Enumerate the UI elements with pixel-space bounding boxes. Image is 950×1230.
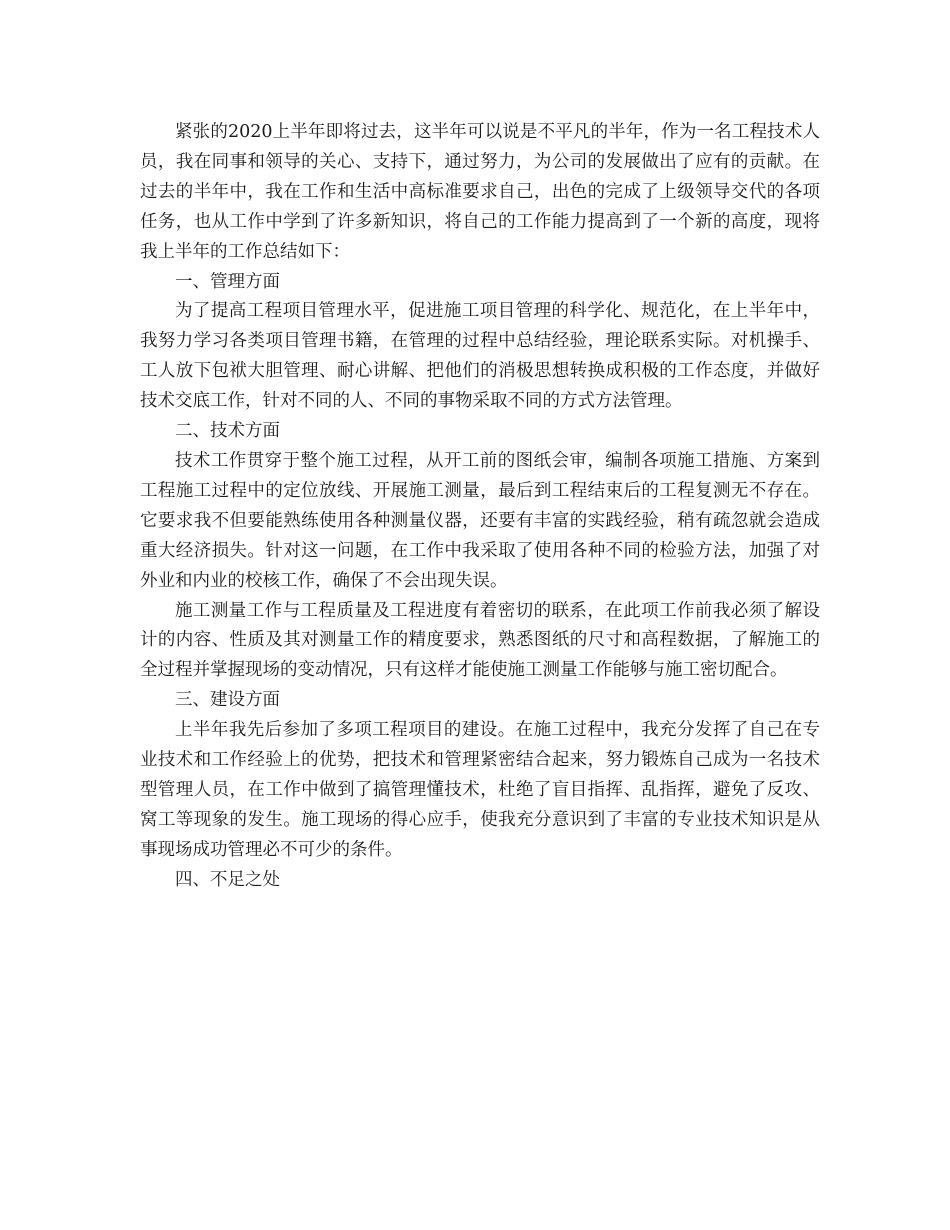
management-paragraph: 为了提高工程项目管理水平，促进施工项目管理的科学化、规范化，在上半年中，我努力学习各类项目管理书籍，在管理的过程中总结经验，理论联系实际。对机操手、工人放下包袱大胆管理、耐心讲解、把他们的消极思想转换成积极的工作态度，并做好技术交底工作，针对不同的人、不同的事物采取不同的方式方法管理。: [140, 301, 820, 412]
document-body: [140, 118, 820, 896]
section-heading-construction: 三、建设方面: [175, 690, 280, 711]
technology-paragraph-1: 技术工作贯穿于整个施工过程，从开工前的图纸会审，编制各项施工措施、方案到工程施工过程中的定位放线、开展施工测量，最后到工程结束后的工程复测无不存在。它要求我不但要能熟练使用各种测量仪器，还要有丰富的实践经验，稍有疏忽就会造成重大经济损失。针对这一问题，在工作中我采取了使用各种不同的检验方法，加强了对外业和内业的校核工作，确保了不会出现失误。: [140, 450, 820, 591]
section-heading-technology: 二、技术方面: [175, 421, 280, 442]
section-heading-shortcomings: 四、不足之处: [175, 869, 280, 890]
construction-paragraph: 上半年我先后参加了多项工程项目的建设。在施工过程中，我充分发挥了自己在专业技术和工作经验上的优势，把技术和管理紧密结合起来，努力锻炼自己成为一名技术型管理人员，在工作中做到了搞管理懂技术，杜绝了盲目指挥、乱指挥，避免了反攻、窝工等现象的发生。施工现场的得心应手，使我充分意识到了丰富的专业技术知识是从事现场成功管理必不可少的条件。: [140, 720, 820, 860]
technology-paragraph-2: 施工测量工作与工程质量及工程进度有着密切的联系，在此项工作前我必须了解设计的内容、性质及其对测量工作的精度要求，熟悉图纸的尺寸和高程数据，了解施工的全过程并掌握现场的变动情况，只有这样才能使施工测量工作能够与施工密切配合。: [140, 600, 820, 681]
intro-paragraph: 紧张的2020上半年即将过去，这半年可以说是不平凡的半年，作为一名工程技术人员，我在同事和领导的关心、支持下，通过努力，为公司的发展做出了应有的贡献。在过去的半年中，我在工作和生活中高标准要求自己，出色的完成了上级领导交代的各项任务，也从工作中学到了许多新知识，将自己的工作能力提高到了一个新的高度，现将我上半年的工作总结如下：: [140, 122, 820, 262]
section-heading-management: 一、管理方面: [175, 271, 280, 292]
